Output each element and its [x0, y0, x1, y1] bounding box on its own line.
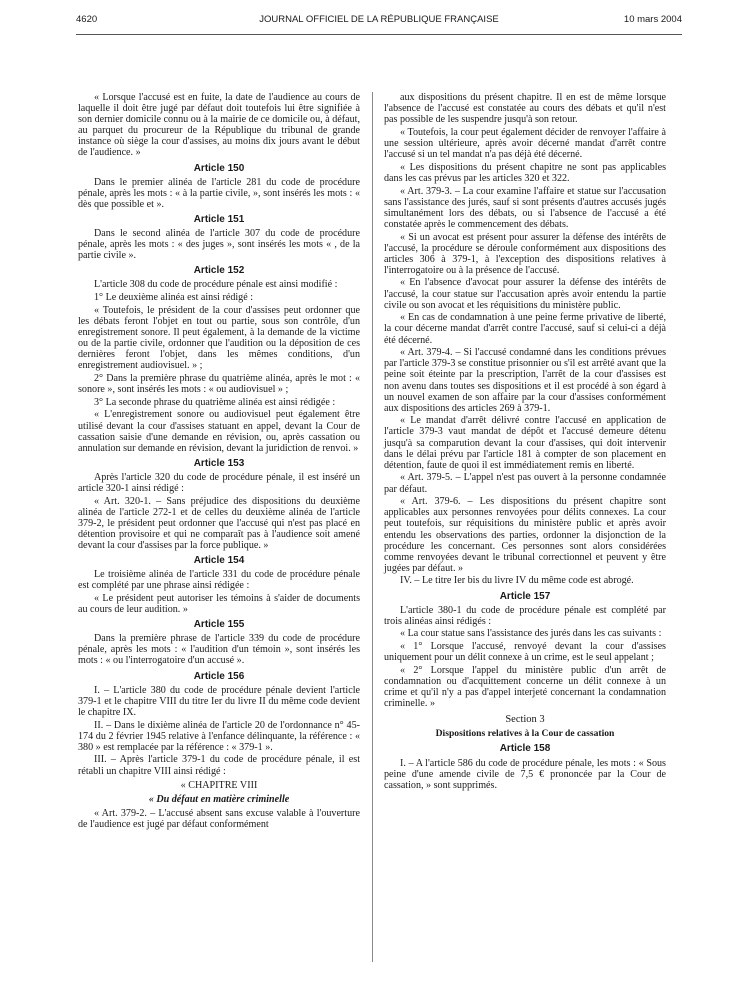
paragraph: Après l'article 320 du code de procédure pénale, il est inséré un article 320-1 ainsi rédigé : — [78, 471, 360, 494]
right-column — [384, 92, 666, 792]
article-heading: Article 150 — [193, 162, 245, 174]
paragraph: I. – A l'article 586 du code de procédure pénale, les mots : « Sous peine d'une amende civile de 7,5 € prononcée par la Cour de cassation, » sont supprimés. — [384, 757, 666, 791]
paragraph: « Art. 379-4. – Si l'accusé condamné dans les conditions prévues par l'article 379-3 se constitue prisonnier ou s'il est arrêté avant que la peine soit éteinte par la prescription, l'arrêt de la cour d'assises est non avenu dans toutes ses dispositions et il est procédé à son égard à un nouvel examen de son affaire par la cour d'assises conformément aux dispositions des articles 269 à 379-1. — [384, 347, 666, 414]
paragraph: Dans le premier alinéa de l'article 281 du code de procédure pénale, après les mots : « à la partie civile, », sont insérés les mots : « dès que possible et ». — [78, 176, 360, 210]
paragraph: « Art. 320-1. – Sans préjudice des dispositions du deuxième alinéa de l'article 272-1 et de celles du deuxième alinéa de l'article 379-2, le président peut ordonner que l'accusé qui n'est pas placé en détention provisoire et qui ne comparaît pas à l'audience soit amené devant la cour d'assises par la force publique. » — [78, 495, 360, 552]
paragraph: aux dispositions du présent chapitre. Il en est de même lorsque l'absence de l'accusé est constatée au cours des débats et qu'il n'est pas possible de les suspendre jusqu'à son retour. — [384, 92, 666, 126]
paragraph: « 2° Lorsque l'appel du ministère public d'un arrêt de condamnation ou d'acquittement concerne un délit connexe à un crime et qu'il n'y a pas d'appel interjeté concernant la condamnation criminelle. » — [384, 664, 666, 710]
paragraph: L'article 380-1 du code de procédure pénale est complété par trois alinéas ainsi rédigés : — [384, 604, 666, 627]
section-title: Dispositions relatives à la Cour de cassation — [435, 728, 615, 740]
paragraph: 2° Dans la première phrase du quatrième alinéa, après le mot : « sonore », sont insérés les mots : « ou audiovisuel » ; — [78, 372, 360, 396]
paragraph: L'article 308 du code de procédure pénale est ainsi modifié : — [94, 279, 338, 291]
article-heading: Article 156 — [193, 670, 245, 682]
paragraph: « Art. 379-6. – Les dispositions du présent chapitre sont applicables aux personnes renvoyées pour délits connexes. La cour peut toutefois, sur réquisitions du ministère public et après avoir entendu les observations des parties, ordonner la disjonction de la procédure les concernant. Ces personnes sont alors considérées comme renvoyées devant le tribunal correctionnel et peuvent y être jugées par défaut. » — [384, 496, 666, 574]
section-heading: Section 3 — [505, 714, 545, 726]
paragraph: III. – Après l'article 379-1 du code de procédure pénale, il est rétabli un chapitre VIII ainsi rédigé : — [78, 754, 360, 777]
paragraph: « Les dispositions du présent chapitre ne sont pas applicables dans les cas prévus par les articles 320 et 322. — [384, 161, 666, 184]
paragraph: « Le président peut autoriser les témoins à s'aider de documents au cours de leur audition. » — [78, 593, 360, 616]
paragraph: Dans la première phrase de l'article 339 du code de procédure pénale, après les mots : « l'audition d'un témoin », sont insérés les mots : « ou l'interrogatoire d'un accusé ». — [78, 633, 360, 667]
article-heading: Article 152 — [193, 265, 245, 277]
header-rule — [76, 34, 682, 35]
issue-date: 10 mars 2004 — [623, 14, 682, 25]
paragraph: « Si un avocat est présent pour assurer la défense des intérêts de l'accusé, la procédure se déroule conformément aux dispositions des articles 306 à 379-1, à l'exception des dispositions relatives à l'interrogatoire ou à la présence de l'accusé. — [384, 231, 666, 276]
paragraph: « Toutefois, la cour peut également décider de renvoyer l'affaire à une session ultérieure, après avoir décerné mandat d'arrêt contre l'accusé si un tel mandat n'a pas déjà été décerné. — [384, 126, 666, 161]
page-number: 4620 — [76, 14, 98, 25]
paragraph: « En l'absence d'avocat pour assurer la défense des intérêts de l'accusé, la cour statue sur l'accusation après avoir entendu la partie civile ou son avocat et les réquisitions du ministère public. — [384, 277, 666, 311]
paragraph: IV. – Le titre Ier bis du livre IV du même code est abrogé. — [400, 575, 634, 587]
column-divider — [372, 92, 373, 962]
paragraph: I. – L'article 380 du code de procédure pénale devient l'article 379-1 et le chapitre VIII du titre Ier du livre II du même code devient le chapitre IX. — [78, 684, 360, 718]
paragraph: « Art. 379-5. – L'appel n'est pas ouvert à la personne condamnée par défaut. — [384, 472, 666, 495]
article-heading: Article 153 — [193, 457, 245, 469]
article-heading: Article 158 — [499, 743, 551, 755]
journal-title: JOURNAL OFFICIEL DE LA RÉPUBLIQUE FRANÇAISE — [259, 14, 499, 25]
paragraph: « L'enregistrement sonore ou audiovisuel peut également être utilisé devant la cour d'assises statuant en appel, devant la Cour de cassation saisie d'une demande en révision, ou, après cassation ou annulation sur demande en révision, devant la juridiction de renvoi. » — [78, 409, 360, 454]
article-heading: Article 151 — [193, 213, 245, 225]
page-header — [76, 14, 682, 28]
paragraph: « Lorsque l'accusé est en fuite, la date de l'audience au cours de laquelle il doit être jugé par défaut doit toutefois lui être signifiée à son dernier domicile connu ou à la mairie de ce domicile ou, à défaut, au parquet du procureur de la République du tribunal de grande instance où siège la cour d'assises, au moins dix jours avant le début de l'audience. » — [78, 92, 360, 159]
paragraph: II. – Dans le dixième alinéa de l'article 20 de l'ordonnance n° 45-174 du 2 février 1945 relative à l'enfance délinquante, la référence : « 380 » est remplacée par la référence : « 379-1 ». — [78, 719, 360, 753]
article-heading: Article 157 — [499, 590, 551, 602]
paragraph: « 1° Lorsque l'accusé, renvoyé devant la cour d'assises uniquement pour un délit connexe à un crime, est le seul appelant ; — [384, 641, 666, 664]
paragraph: 1° Le deuxième alinéa est ainsi rédigé : — [94, 292, 254, 304]
paragraph: Dans le second alinéa de l'article 307 du code de procédure pénale, après les mots : « des juges », sont insérés les mots « , de la partie civile ». — [78, 228, 360, 262]
paragraph: « En cas de condamnation à une peine ferme privative de liberté, la cour décerne mandat d'arrêt contre l'accusé, sauf si celui-ci a déjà été décerné. — [384, 312, 666, 346]
article-heading: Article 155 — [193, 619, 245, 631]
paragraph: 3° La seconde phrase du quatrième alinéa est ainsi rédigée : — [94, 396, 336, 408]
paragraph: « Art. 379-2. – L'accusé absent sans excuse valable à l'ouverture de l'audience est jugé par défaut conformément — [78, 807, 360, 830]
paragraph: « Toutefois, le président de la cour d'assises peut ordonner que les débats feront l'objet en tout ou partie, sous son contrôle, d'un enregistrement sonore. Il peut également, à la demande de la victime ou de la partie civile, ordonner que l'audition ou la déposition de ces dernières feront l'objet, dans les mêmes conditions, d'un enregistrement audiovisuel. » ; — [78, 304, 360, 372]
paragraph: « Le mandat d'arrêt délivré contre l'accusé en application de l'article 379-3 vaut mandat de dépôt et l'accusé demeure détenu jusqu'à sa comparution devant la cour d'assises, qui doit intervenir dans le délai prévu par l'article 181 à compter de son placement en détention, faute de quoi il est immédiatement remis en liberté. — [384, 415, 666, 471]
paragraph: Le troisième alinéa de l'article 331 du code de procédure pénale est complété par une phrase ainsi rédigée : — [78, 569, 360, 592]
article-heading: Article 154 — [193, 555, 245, 567]
chapter-title: « Du défaut en matière criminelle — [148, 793, 290, 805]
chapter-heading: « CHAPITRE VIII — [180, 779, 258, 791]
left-column — [78, 92, 360, 832]
paragraph: « Art. 379-3. – La cour examine l'affaire et statue sur l'accusation sans l'assistance des jurés, sauf si sont présents d'autres accusés jugés simultanément lors des débats, ou si l'absence de l'accusé a été constatée après le commencement des débats. — [384, 185, 666, 230]
paragraph: « La cour statue sans l'assistance des jurés dans les cas suivants : — [400, 628, 662, 640]
